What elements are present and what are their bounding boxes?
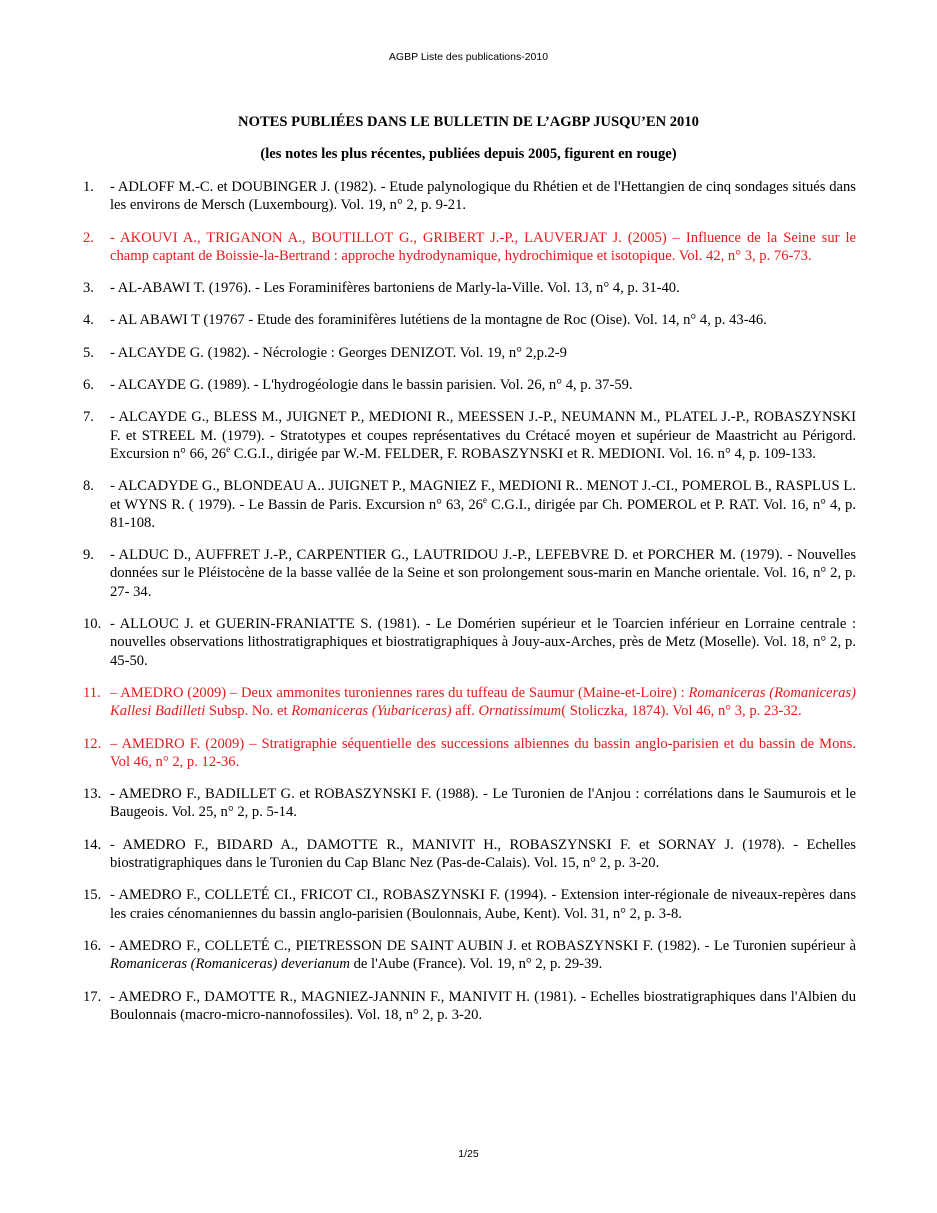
list-item [83, 477, 856, 532]
entry-number: 13. [83, 786, 102, 803]
entry-text: - AL ABAWI T (19767 - Etude des foraminifères lutétiens de la montagne de Roc (Oise). Vol. 14, n° 4, p. 43-46. [110, 312, 767, 329]
entry-text [110, 937, 856, 974]
document-title: NOTES PUBLIÉES DANS LE BULLETIN DE L’AGBP JUSQU’EN 2010 [238, 114, 699, 130]
entry-number: 2. [83, 229, 94, 246]
entry-text: - ALDUC D., AUFFRET J.-P., CARPENTIER G., LAUTRIDOU J.-P., LEFEBVRE D. et PORCHER M. (1979). - Nouvelles données sur le Pléistocène de la basse vallée de la Seine et son prolongement sous-marin en Manche orientale. Vol. 16, n° 2, p. 27- 34. [110, 547, 856, 600]
entry-number: 9. [83, 547, 94, 564]
entry-text [110, 408, 856, 463]
list-item [83, 178, 856, 215]
entry-text-part: de l'Aube (France). Vol. 19, n° 2, p. 29-39. [349, 956, 603, 973]
list-item [83, 615, 856, 670]
superscript: e [226, 443, 231, 454]
entry-text-part: – AMEDRO (2009) – Deux ammonites turoniennes rares du tuffeau de Saumur (Maine-et-Loire) : [110, 684, 689, 701]
list-item [83, 836, 856, 873]
list-item [83, 546, 856, 601]
entry-text [110, 684, 856, 721]
entry-text: - ALLOUC J. et GUERIN-FRANIATTE S. (1981). - Le Domérien supérieur et le Toarcien inférieur en Lorraine centrale : nouvelles observations lithostratigraphiques et biostratigraphiques à Jouy-aux-Arches, près de Metz (Moselle). Vol. 18, n° 2, p. 45-50. [110, 616, 856, 669]
species-name: Romaniceras (Romaniceras) Kallesi Badilleti [110, 684, 856, 720]
entry-number: 3. [83, 280, 94, 297]
entry-number: 8. [83, 478, 94, 495]
entry-text-part: aff. [451, 703, 479, 720]
entry-number: 7. [83, 409, 94, 426]
entry-number: 10. [83, 616, 102, 633]
entry-number: 11. [83, 684, 101, 701]
entry-text-part: ( Stoliczka, 1874). Vol 46, n° 3, p. 23-32. [561, 703, 802, 720]
entry-number: 5. [83, 344, 94, 361]
running-header: AGBP Liste des publications-2010 [388, 51, 549, 63]
entry-text: - AL-ABAWI T. (1976). - Les Foraminifères bartoniens de Marly-la-Ville. Vol. 13, n° 4, p. 31-40. [110, 280, 680, 297]
entry-text [110, 477, 856, 532]
species-name: Romaniceras (Yubariceras) [291, 703, 452, 720]
entry-text: - ALCAYDE G. (1989). - L'hydrogéologie dans le bassin parisien. Vol. 26, n° 4, p. 37-59. [110, 377, 633, 394]
entry-text: - AMEDRO F., COLLETÉ CI., FRICOT CI., ROBASZYNSKI F. (1994). - Extension inter-régionale de niveaux-repères dans les craies cénomaniennes du bassin anglo-parisien (Boulonnais, Aube, Kent). Vol. 31, n° 2, p. 3-8. [110, 887, 856, 922]
entry-text-part: Subsp. No. et [205, 703, 292, 720]
entry-text-part: - ALCADYDE G., BLONDEAU A.. JUIGNET P., MAGNIEZ F., MEDIONI R.. MENOT J.-CI., POMEROL B., RASPLUS L. et WYNS R. ( 1979). - Le Bassin de Paris. Excursion n° 63, 26 [110, 478, 856, 513]
entry-number: 15. [83, 887, 102, 904]
page-number: 1/25 [458, 1148, 479, 1160]
entry-number: 1. [83, 179, 94, 195]
list-item [83, 279, 856, 297]
list-item [83, 886, 856, 923]
list-item [83, 311, 856, 329]
list-item [83, 735, 856, 772]
entry-text: - AMEDRO F., BADILLET G. et ROBASZYNSKI F. (1988). - Le Turonien de l'Anjou : corrélations dans le Saumurois et le Baugeois. Vol. 25, n° 2, p. 5-14. [110, 786, 856, 821]
entry-number: 4. [83, 312, 94, 329]
superscript: e [482, 494, 487, 505]
list-item [83, 988, 856, 1025]
entry-text: - AMEDRO F., BIDARD A., DAMOTTE R., MANIVIT H., ROBASZYNSKI F. et SORNAY J. (1978). - Echelles biostratigraphiques dans le Turonien du Cap Blanc Nez (Pas-de-Calais). Vol. 15, n° 2, p. 3-20. [110, 836, 856, 872]
list-item [83, 408, 856, 463]
entry-text: - AKOUVI A., TRIGANON A., BOUTILLOT G., GRIBERT J.-P., LAUVERJAT J. (2005) – Influence de la Seine sur le champ captant de Boissie-la-Bertrand : approche hydrodynamique, hydrochimique et isotopique. Vol. 42, n° 3, p. 76-73. [110, 229, 856, 264]
species-name: Romaniceras (Romaniceras) deverianum [110, 956, 350, 973]
publication-list [83, 178, 856, 1038]
entry-text: – AMEDRO F. (2009) – Stratigraphie séquentielle des successions albiennes du bassin anglo-parisien et du bassin de Mons. Vol 46, n° 2, p. 12-36. [110, 735, 856, 770]
list-item [83, 344, 856, 362]
species-name: Ornatissimum [478, 703, 562, 720]
entry-number: 12. [83, 735, 102, 752]
entry-number: 17. [83, 988, 102, 1005]
entry-number: 14. [83, 836, 102, 853]
entry-text-part: C.G.I., dirigée par Ch. POMEROL et P. RAT. Vol. 16, n° 4, p. 81-108. [110, 496, 856, 531]
entry-text: - ADLOFF M.-C. et DOUBINGER J. (1982). - Etude palynologique du Rhétien et de l'Hettangien de cinq sondages situés dans les environs de Mersch (Luxembourg). Vol. 19, n° 2, p. 9-21. [110, 179, 856, 214]
entry-text-part: - AMEDRO F., COLLETÉ C., PIETRESSON DE SAINT AUBIN J. et ROBASZYNSKI F. (1982). - Le Turonien supérieur à [110, 937, 856, 954]
entry-text: - AMEDRO F., DAMOTTE R., MAGNIEZ-JANNIN F., MANIVIT H. (1981). - Echelles biostratigraphiques dans l'Albien du Boulonnais (macro-micro-nannofossiles). Vol. 18, n° 2, p. 3-20. [110, 988, 856, 1023]
entry-number: 6. [83, 377, 94, 394]
entry-text-part: C.G.I., dirigée par W.-M. FELDER, F. ROBASZYNSKI et R. MEDIONI. Vol. 16. n° 4, p. 109-133. [230, 445, 816, 462]
entry-text: - ALCAYDE G. (1982). - Nécrologie : Georges DENIZOT. Vol. 19, n° 2,p.2-9 [110, 344, 567, 361]
entry-text-part: - ALCAYDE G., BLESS M., JUIGNET P., MEDIONI R., MEESSEN J.-P., NEUMANN M., PLATEL J.-P., ROBASZYNSKI F. et STREEL M. (1979). - Stratotypes et coupes représentatives du Crétacé moyen et supérieur de Maastricht au Périgord. Excursion n° 66, 26 [110, 409, 856, 462]
list-item [83, 684, 856, 721]
list-item [83, 376, 856, 394]
document-subtitle: (les notes les plus récentes, publiées depuis 2005, figurent en rouge) [260, 146, 677, 162]
list-item [83, 229, 856, 266]
entry-number: 16. [83, 937, 102, 954]
list-item [83, 937, 856, 974]
list-item [83, 785, 856, 822]
